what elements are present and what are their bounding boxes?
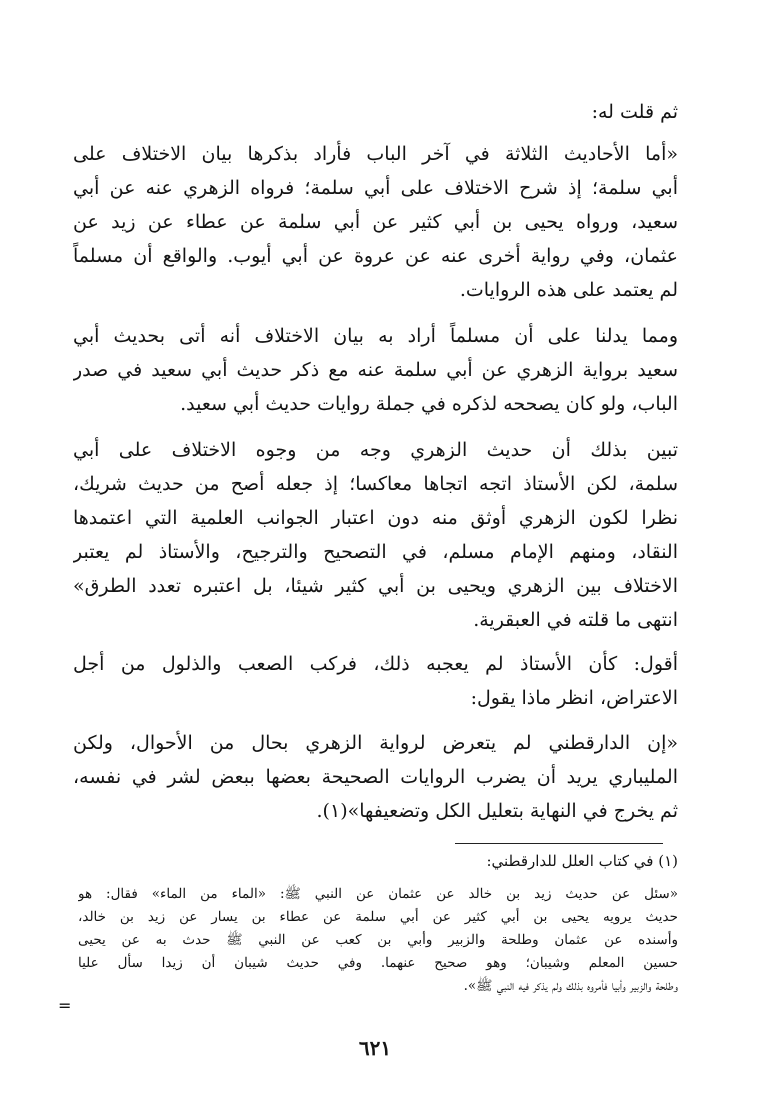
footnote-line: حديث يرويه يحيى بن أبي كثير عن أبي سلمة عن عطاء بن يسار عن زيد بن خالد، [78, 909, 678, 925]
text-line: الاختلاف بين الزهري ويحيى بن أبي كثير شيئا، بل اعتبره تعدد الطرق» [73, 575, 678, 597]
text-line: نظرا لكون الزهري أوثق منه دون اعتبار الجوانب العلمية التي اعتمدها [73, 507, 678, 529]
text-line: عثمان، وفي رواية أخرى عنه عن عروة عن أبي أيوب. والواقع أن مسلماً [73, 245, 678, 267]
text-line: ومما يدلنا على أن مسلماً أراد به بيان الاختلاف أنه أتى بحديث أبي [73, 325, 678, 347]
text-line: سلمة، لكن الأستاذ اتجه اتجاها معاكسا؛ إذ جعله أصح من حديث شريك، [73, 473, 678, 495]
text-line: الباب، ولو كان يصححه لذكره في جملة روايات حديث أبي سعيد. [180, 393, 678, 415]
text-line: «إن الدارقطني لم يتعرض لرواية الزهري بحال من الأحوال، ولكن [73, 732, 678, 754]
footnote-line: «سئل عن حديث زيد بن خالد عن عثمان عن النبي ﷺ: «الماء من الماء» فقال: هو [78, 886, 678, 902]
text-line: أبي سلمة؛ إذ شرح الاختلاف على أبي سلمة؛ فرواه الزهري عنه عن أبي [73, 177, 678, 199]
section-heading: ثم قلت له: [591, 101, 678, 123]
text-line: ثم يخرج في النهاية بتعليل الكل وتضعيفها»(١). [316, 800, 678, 822]
page-number: ٦٢١ [358, 1036, 392, 1060]
text-line: «أما الأحاديث الثلاثة في آخر الباب فأراد بذكرها بيان الاختلاف على [73, 143, 678, 165]
footnote-line: حسين المعلم وشيبان؛ وهو صحيح عنهما. وفي حديث شيبان أن زيدا سأل عليا [78, 955, 678, 971]
text-line: انتهى ما قلته في العبقرية. [473, 609, 678, 631]
text-line: أقول: كأن الأستاذ لم يعجبه ذلك، فركب الصعب والذلول من أجل [73, 653, 678, 675]
footnote-heading: (١) في كتاب العلل للدارقطني: [486, 852, 678, 870]
text-line: المليباري يريد أن يضرب الروايات الصحيحة بعضها ببعض لشر في نفسه، [73, 766, 678, 788]
continuation-mark: = [58, 996, 72, 1015]
text-line: الاعتراض، انظر ماذا يقول: [470, 687, 678, 709]
text-line: سعيد برواية الزهري عن أبي سلمة عنه مع ذكر حديث أبي سعيد في صدر [73, 359, 678, 381]
text-line: سعيد، ورواه يحيى بن أبي كثير عن أبي سلمة عن عطاء عن زيد عن [73, 211, 678, 233]
text-line: النقاد، ومنهم الإمام مسلم، في التصحيح والترجيح، والأستاذ لم يعتبر [73, 541, 678, 563]
footnote-line: وطلحة والزبير وأبيا فأمروه بذلك ولم يذكر فيه النبي ﷺ». [463, 978, 678, 994]
text-line: تبين بذلك أن حديث الزهري وجه من وجوه الاختلاف على أبي [73, 439, 678, 461]
footnote-separator [455, 843, 663, 844]
footnote-line: وأسنده عن عثمان وطلحة والزبير وأبي بن كعب عن النبي ﷺ حدث به عن يحيى [78, 932, 678, 948]
text-line: لم يعتمد على هذه الروايات. [459, 279, 678, 301]
